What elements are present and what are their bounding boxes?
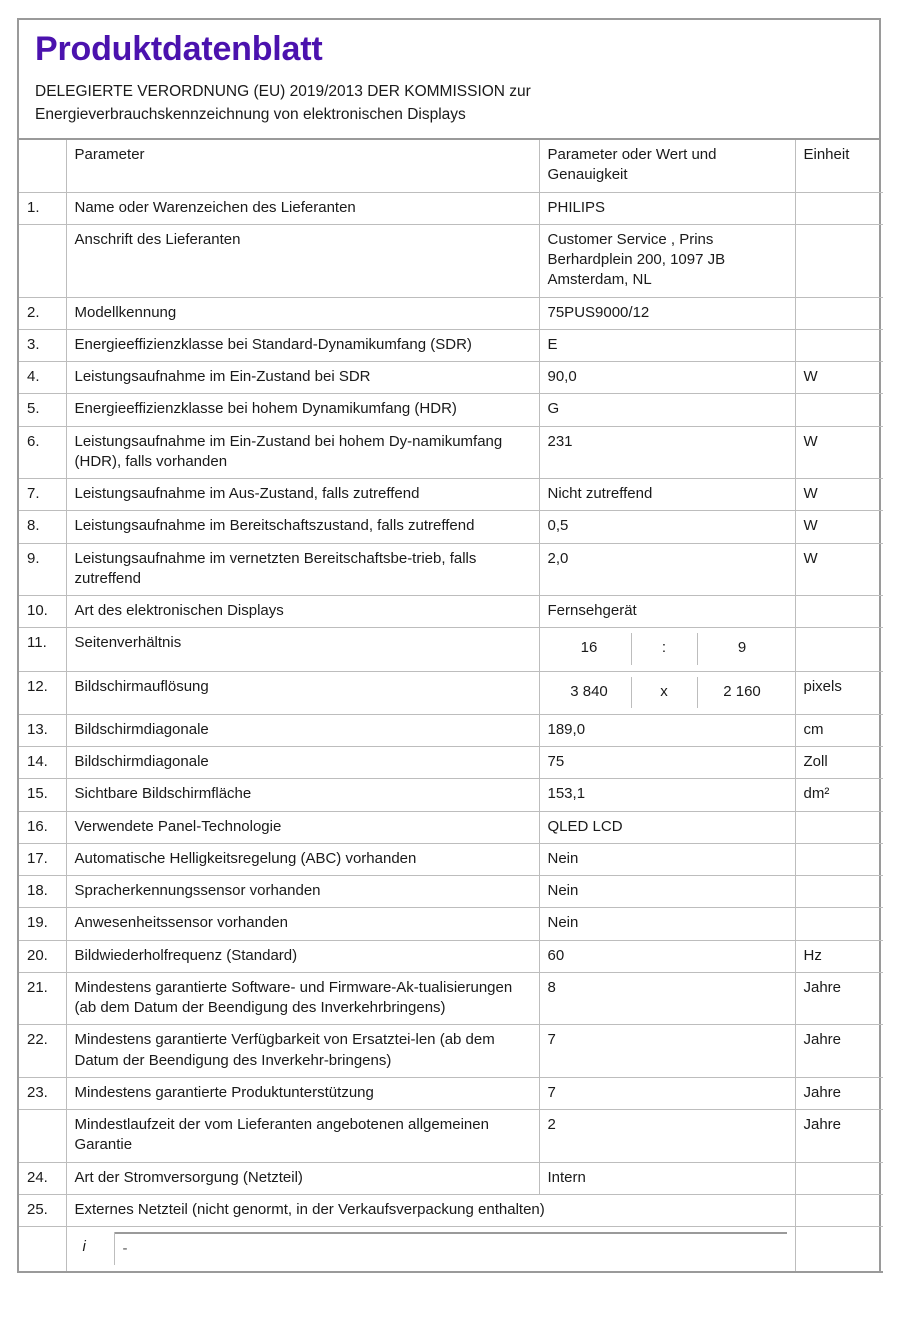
row-unit: Jahre	[795, 1025, 883, 1078]
row-value: Customer Service , Prins Berhardplein 200, 1097 JB Amsterdam, NL	[539, 224, 795, 297]
row-parameter-merged: Externes Netzteil (nicht genormt, in der Verkaufsverpackung enthalten)	[66, 1194, 795, 1226]
row-index: 23.	[19, 1077, 66, 1109]
row-parameter: Modellkennung	[66, 297, 539, 329]
row-parameter: Leistungsaufnahme im Ein-Zustand bei hohem Dy-namikumfang (HDR), falls vorhanden	[66, 426, 539, 479]
row-index: 12.	[19, 671, 66, 714]
row-value: 7	[539, 1077, 795, 1109]
row-unit: Jahre	[795, 972, 883, 1025]
row-index: 17.	[19, 843, 66, 875]
row-unit: dm²	[795, 779, 883, 811]
header-value: Parameter oder Wert und Genauigkeit	[539, 140, 795, 192]
row-unit	[795, 811, 883, 843]
row-parameter: Name oder Warenzeichen des Lieferanten	[66, 192, 539, 224]
value-separator: x	[632, 677, 698, 708]
row-value-split	[539, 671, 795, 714]
row-value: 231	[539, 426, 795, 479]
table-row	[19, 224, 883, 297]
row-index: 24.	[19, 1162, 66, 1194]
row-unit	[795, 297, 883, 329]
row-index: 20.	[19, 940, 66, 972]
row-unit: Hz	[795, 940, 883, 972]
row-unit	[795, 876, 883, 908]
table-row-subitem	[19, 1227, 883, 1273]
row-unit: W	[795, 511, 883, 543]
row-parameter: Bildwiederholfrequenz (Standard)	[66, 940, 539, 972]
row-index: 14.	[19, 747, 66, 779]
value-part-c: 2 160	[723, 682, 761, 700]
subrow-value: -	[115, 1232, 787, 1265]
row-unit	[795, 1194, 883, 1226]
table-row	[19, 394, 883, 426]
subtitle-line-1: DELEGIERTE VERORDNUNG (EU) 2019/2013 DER KOMMISSION zur	[35, 83, 531, 101]
row-index: 25.	[19, 1194, 66, 1226]
table-row	[19, 1025, 883, 1078]
row-parameter: Leistungsaufnahme im Aus-Zustand, falls zutreffend	[66, 479, 539, 511]
row-value: 189,0	[539, 714, 795, 746]
row-value: G	[539, 394, 795, 426]
table-row	[19, 426, 883, 479]
table-row	[19, 1077, 883, 1109]
row-index	[19, 1227, 66, 1273]
row-value: 2,0	[539, 543, 795, 596]
table-row	[19, 747, 883, 779]
row-index: 11.	[19, 628, 66, 671]
table-row	[19, 1110, 883, 1163]
row-unit: W	[795, 543, 883, 596]
row-unit: cm	[795, 714, 883, 746]
row-index: 21.	[19, 972, 66, 1025]
row-parameter: Mindestens garantierte Produktunterstützung	[66, 1077, 539, 1109]
row-value: 0,5	[539, 511, 795, 543]
row-index: 7.	[19, 479, 66, 511]
row-value-split	[539, 628, 795, 671]
document-header	[19, 20, 879, 140]
row-parameter: Art des elektronischen Displays	[66, 596, 539, 628]
row-index: 9.	[19, 543, 66, 596]
table-row	[19, 1162, 883, 1194]
row-index: 8.	[19, 511, 66, 543]
table-row	[19, 811, 883, 843]
table-body	[19, 192, 883, 1272]
row-unit	[795, 843, 883, 875]
row-parameter: Leistungsaufnahme im vernetzten Bereitschaftsbe-trieb, falls zutreffend	[66, 543, 539, 596]
row-index: 13.	[19, 714, 66, 746]
table-row-merged	[19, 1194, 883, 1226]
row-value: Fernsehgerät	[539, 596, 795, 628]
table-row	[19, 972, 883, 1025]
row-value: 75	[539, 747, 795, 779]
row-parameter: Leistungsaufnahme im Ein-Zustand bei SDR	[66, 362, 539, 394]
value-part-a: 16	[548, 633, 632, 664]
row-parameter: Bildschirmdiagonale	[66, 747, 539, 779]
table-row	[19, 940, 883, 972]
table-row	[19, 714, 883, 746]
row-unit: W	[795, 362, 883, 394]
table-row	[19, 628, 883, 671]
table-row	[19, 297, 883, 329]
value-part-c: 9	[737, 639, 747, 657]
table-row	[19, 479, 883, 511]
subtitle-line-2: Energieverbrauchskennzeichnung von elektronischen Displays	[35, 105, 466, 123]
row-unit: pixels	[795, 671, 883, 714]
row-index: 4.	[19, 362, 66, 394]
table-row	[19, 362, 883, 394]
row-parameter: Energieeffizienzklasse bei Standard-Dynamikumfang (SDR)	[66, 329, 539, 361]
row-unit: W	[795, 479, 883, 511]
row-index: 19.	[19, 908, 66, 940]
table-row	[19, 192, 883, 224]
row-parameter: Seitenverhältnis	[66, 628, 539, 671]
row-unit: W	[795, 426, 883, 479]
row-value: 60	[539, 940, 795, 972]
row-parameter: Sichtbare Bildschirmfläche	[66, 779, 539, 811]
specifications-table	[19, 140, 883, 1273]
table-row	[19, 543, 883, 596]
table-row	[19, 596, 883, 628]
row-parameter: Anschrift des Lieferanten	[66, 224, 539, 297]
row-index: 18.	[19, 876, 66, 908]
row-parameter: Mindestlaufzeit der vom Lieferanten angebotenen allgemeinen Garantie	[66, 1110, 539, 1163]
row-unit: Zoll	[795, 747, 883, 779]
subrow-marker: i	[75, 1232, 115, 1265]
row-parameter: Anwesenheitssensor vorhanden	[66, 908, 539, 940]
table-row	[19, 908, 883, 940]
row-value: 153,1	[539, 779, 795, 811]
row-unit	[795, 908, 883, 940]
row-parameter: Leistungsaufnahme im Bereitschaftszustand, falls zutreffend	[66, 511, 539, 543]
table-row	[19, 779, 883, 811]
page-title: Produktdatenblatt	[35, 30, 323, 68]
row-index: 10.	[19, 596, 66, 628]
header-unit: Einheit	[795, 140, 883, 192]
row-parameter: Automatische Helligkeitsregelung (ABC) vorhanden	[66, 843, 539, 875]
table-row	[19, 329, 883, 361]
row-unit: Jahre	[795, 1077, 883, 1109]
header-index	[19, 140, 66, 192]
subrow-cell	[66, 1227, 795, 1273]
row-index: 3.	[19, 329, 66, 361]
row-value: 90,0	[539, 362, 795, 394]
row-value: QLED LCD	[539, 811, 795, 843]
row-index	[19, 224, 66, 297]
row-value: Nicht zutreffend	[539, 479, 795, 511]
row-value: Nein	[539, 876, 795, 908]
row-value: 8	[539, 972, 795, 1025]
row-unit	[795, 224, 883, 297]
row-unit	[795, 1162, 883, 1194]
row-unit	[795, 1227, 883, 1273]
row-index: 1.	[19, 192, 66, 224]
row-value: Nein	[539, 843, 795, 875]
row-unit: Jahre	[795, 1110, 883, 1163]
row-unit	[795, 596, 883, 628]
row-parameter: Spracherkennungssensor vorhanden	[66, 876, 539, 908]
row-index: 15.	[19, 779, 66, 811]
row-value: 75PUS9000/12	[539, 297, 795, 329]
table-header-row	[19, 140, 883, 192]
row-value: PHILIPS	[539, 192, 795, 224]
value-separator: :	[632, 633, 698, 664]
row-index: 2.	[19, 297, 66, 329]
datasheet-sheet	[17, 18, 881, 1273]
table-row	[19, 511, 883, 543]
row-unit	[795, 394, 883, 426]
row-value: Nein	[539, 908, 795, 940]
row-unit	[795, 628, 883, 671]
row-unit	[795, 329, 883, 361]
row-parameter: Verwendete Panel-Technologie	[66, 811, 539, 843]
row-unit	[795, 192, 883, 224]
row-parameter: Energieeffizienzklasse bei hohem Dynamikumfang (HDR)	[66, 394, 539, 426]
row-parameter: Mindestens garantierte Verfügbarkeit von Ersatztei-len (ab dem Datum der Beendigung des Inverkehr-bringens)	[66, 1025, 539, 1078]
row-parameter: Bildschirmdiagonale	[66, 714, 539, 746]
row-value: 2	[539, 1110, 795, 1163]
header-parameter: Parameter	[66, 140, 539, 192]
row-parameter: Mindestens garantierte Software- und Firmware-Ak-tualisierungen (ab dem Datum der Beendigung des Inverkehrbringens)	[66, 972, 539, 1025]
row-parameter: Art der Stromversorgung (Netzteil)	[66, 1162, 539, 1194]
row-index: 16.	[19, 811, 66, 843]
document-subtitle	[35, 81, 863, 126]
row-parameter: Bildschirmauflösung	[66, 671, 539, 714]
table-row	[19, 671, 883, 714]
value-part-a: 3 840	[548, 677, 632, 708]
row-index: 5.	[19, 394, 66, 426]
row-value: E	[539, 329, 795, 361]
table-row	[19, 843, 883, 875]
row-index: 6.	[19, 426, 66, 479]
row-value: 7	[539, 1025, 795, 1078]
table-row	[19, 876, 883, 908]
row-index: 22.	[19, 1025, 66, 1078]
row-value: Intern	[539, 1162, 795, 1194]
row-index	[19, 1110, 66, 1163]
